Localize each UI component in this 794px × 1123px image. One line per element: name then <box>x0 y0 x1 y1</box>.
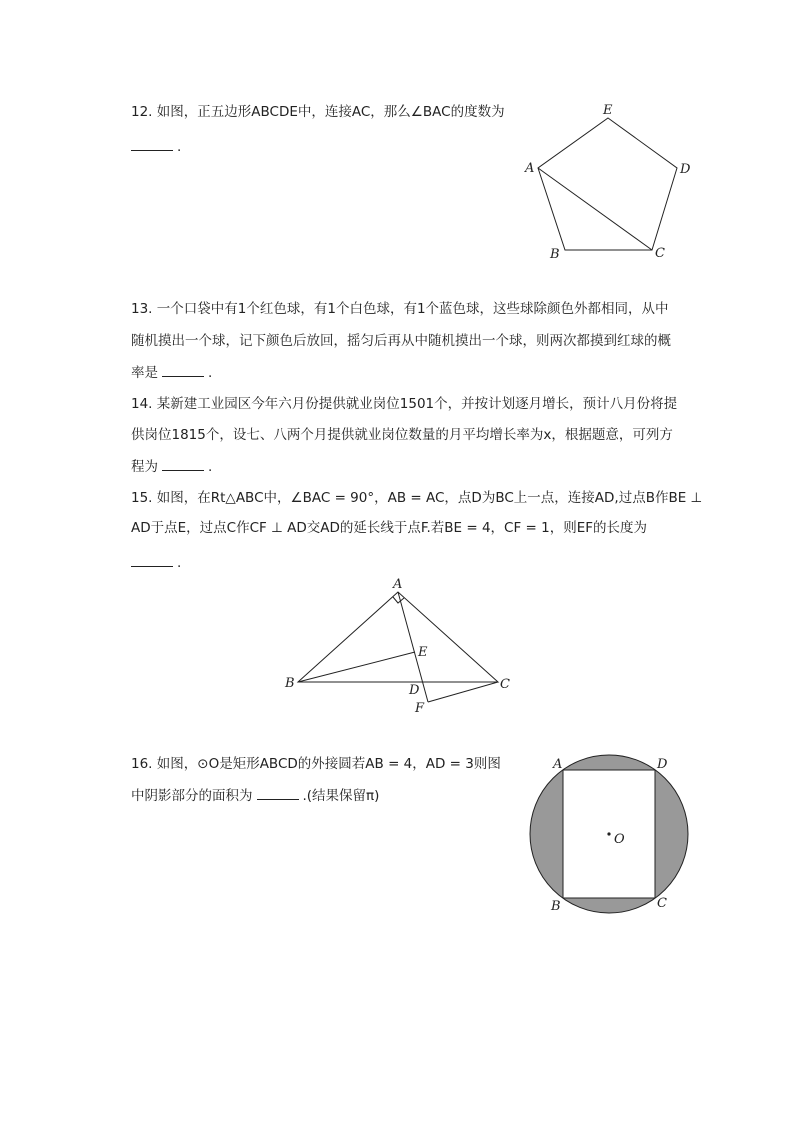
label-d: D <box>680 162 691 177</box>
label-a: A <box>553 757 563 772</box>
label-b: B <box>550 247 560 262</box>
p15-line1: 15. 如图，在Rt△ABC中，∠BAC = 90°，AB = AC，点D为BC上一点，连接AD,过点B作BE ⊥ <box>131 490 703 506</box>
right-angle-mark <box>393 597 404 603</box>
label-f: F <box>415 701 425 716</box>
p12-line1: 12. 如图，正五边形ABCDE中，连接AC，那么∠BAC的度数为 <box>131 104 505 120</box>
label-c: C <box>655 246 665 261</box>
label-e: E <box>603 103 613 118</box>
p14-line1: 14. 某新建工业园区今年六月份提供就业岗位1501个，并按计划逐月增长，预计八月份将提 <box>131 396 678 412</box>
label-c: C <box>500 677 510 692</box>
label-o: O <box>614 832 625 847</box>
label-a: A <box>393 577 403 592</box>
segment-be <box>298 652 415 682</box>
p14-line3: 程为 . <box>131 459 213 475</box>
label-b: B <box>285 676 295 691</box>
pentagon-shape <box>538 118 677 250</box>
triangle-figure <box>280 572 520 717</box>
p13-line2: 随机摸出一个球，记下颜色后放回，摇匀后再从中随机摸出一个球，则两次都摸到红球的概 <box>131 333 671 349</box>
answer-blank[interactable] <box>131 137 173 151</box>
pentagon-figure <box>515 95 700 270</box>
p16-line1: 16. 如图，⊙O是矩形ABCD的外接圆若AB = 4，AD = 3则图 <box>131 756 501 772</box>
p13-line3: 率是 . <box>131 365 213 381</box>
label-c: C <box>657 896 667 911</box>
label-a: A <box>525 161 535 176</box>
diagonal-ac <box>538 168 652 250</box>
p13-line1: 13. 一个口袋中有1个红色球，有1个白色球，有1个蓝色球，这些球除颜色外都相同，从中 <box>131 301 669 317</box>
center-point <box>607 832 610 835</box>
p16-line2: 中阴影部分的面积为 .(结果保留π) <box>131 788 380 804</box>
segment-cf <box>428 682 498 702</box>
answer-blank[interactable] <box>257 786 299 800</box>
p12-line2: . <box>131 137 181 156</box>
p15-line3: . <box>131 553 181 572</box>
label-b: B <box>551 899 561 914</box>
p14-line2: 供岗位1815个，设七、八两个月提供就业岗位数量的月平均增长率为x，根据题意，可列方 <box>131 427 673 443</box>
triangle-abc <box>298 592 498 682</box>
label-d: D <box>657 757 668 772</box>
p15-line2: AD于点E，过点C作CF ⊥ AD交AD的延长线于点F.若BE = 4，CF = 1，则EF的长度为 <box>131 520 648 536</box>
label-e: E <box>418 645 428 660</box>
answer-blank[interactable] <box>162 363 204 377</box>
answer-blank[interactable] <box>131 553 173 567</box>
label-d: D <box>409 683 420 698</box>
circle-figure <box>520 750 700 920</box>
answer-blank[interactable] <box>162 457 204 471</box>
